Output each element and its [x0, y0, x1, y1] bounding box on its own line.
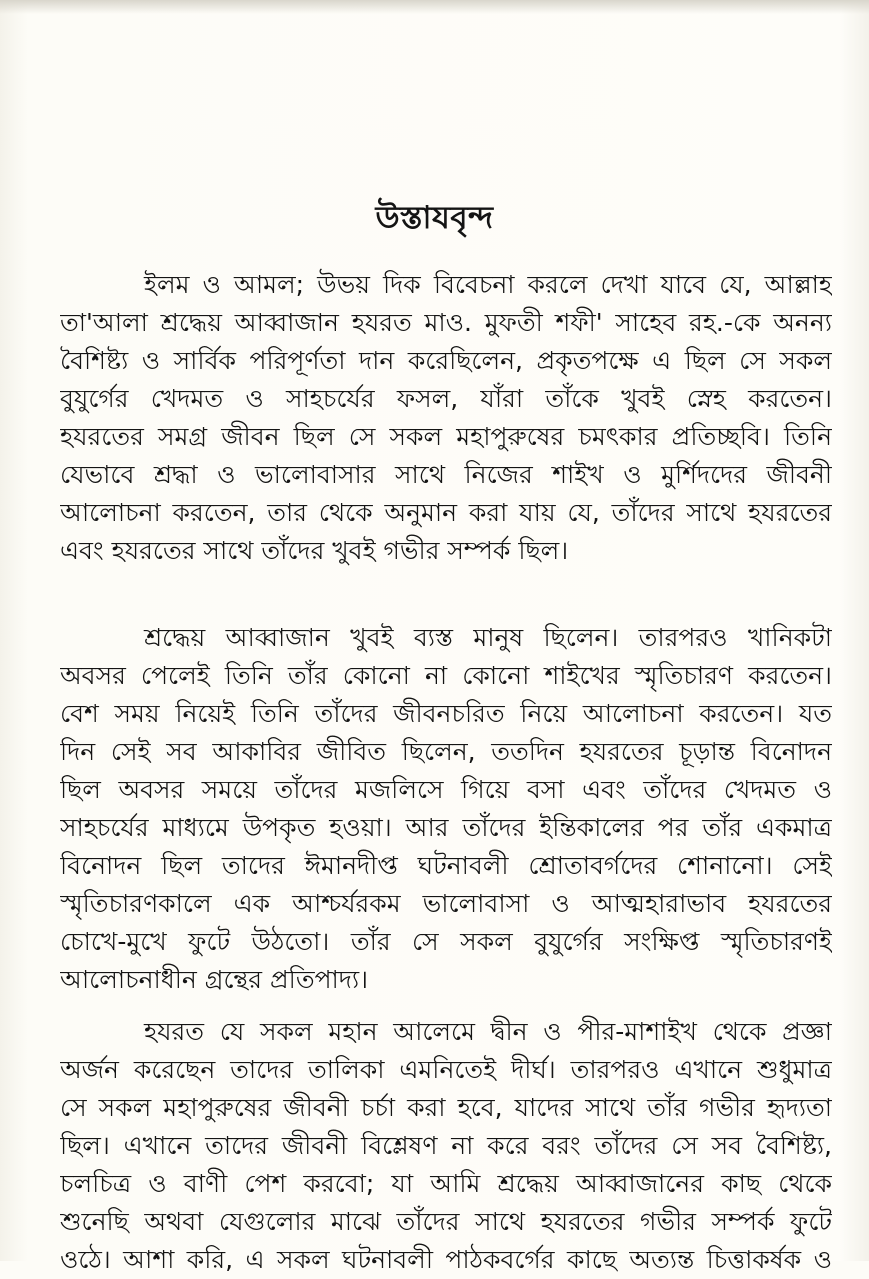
paragraph-line: শ্রদ্ধেয় আব্বাজান খুবই ব্যস্ত মানুষ ছিলেন। তারপরও খানিকটা	[144, 623, 832, 652]
paragraph-line: বিনোদন ছিল তাদের ঈমানদীপ্ত ঘটনাবলী শ্রোতাবর্গদের শোনানো। সেই	[60, 851, 832, 880]
paragraph-line: বৈশিষ্ট্য ও সার্বিক পরিপূর্ণতা দান করেছিলেন, প্রকৃতপক্ষে এ ছিল সে সকল	[60, 346, 832, 375]
paragraph-line: তা'আলা শ্রদ্ধেয় আব্বাজান হযরত মাও. মুফতী শফী' সাহেব রহ.-কে অনন্য	[60, 308, 832, 337]
paragraph-line: স্মৃতিচারণকালে এক আশ্চর্যরকম ভালোবাসা ও আত্মহারাভাব হযরতের	[60, 889, 832, 918]
paragraph-2	[60, 619, 832, 999]
paragraph-line: আলোচনাধীন গ্রন্থের প্রতিপাদ্য।	[60, 965, 369, 994]
paragraph-line: অবসর পেলেই তিনি তাঁর কোনো না কোনো শাইখের স্মৃতিচারণ করতেন।	[60, 661, 832, 690]
paragraph-line: ইলম ও আমল; উভয় দিক বিবেচনা করলে দেখা যাবে যে, আল্লাহ	[144, 270, 832, 299]
paragraph-line: ছিল অবসর সময়ে তাঁদের মজলিসে গিয়ে বসা এবং তাঁদের খেদমত ও	[60, 775, 832, 804]
paragraph-3	[60, 1013, 832, 1279]
paragraph-line: আলোচনা করতেন, তার থেকে অনুমান করা যায় যে, তাঁদের সাথে হযরতের	[60, 498, 832, 527]
paragraph-line: সাহচর্যের মাধ্যমে উপকৃত হওয়া। আর তাঁদের ইন্তিকালের পর তাঁর একমাত্র	[60, 813, 832, 842]
paragraph-line: বুযুর্গের খেদমত ও সাহচর্যের ফসল, যাঁরা তাঁকে খুবই স্নেহ করতেন।	[60, 384, 832, 413]
paragraph-line: হযরতের সমগ্র জীবন ছিল সে সকল মহাপুরুষের চমৎকার প্রতিচ্ছবি। তিনি	[60, 422, 832, 451]
paragraph-line: অর্জন করেছেন তাদের তালিকা এমনিতেই দীর্ঘ। তারপরও এখানে শুধুমাত্র	[60, 1055, 832, 1084]
paragraph-line: দিন সেই সব আকাবির জীবিত ছিলেন, ততদিন হযরতের চূড়ান্ত বিনোদন	[60, 737, 832, 766]
paragraph-line: ছিল। এখানে তাদের জীবনী বিশ্লেষণ না করে বরং তাঁদের সে সব বৈশিষ্ট্য,	[60, 1131, 832, 1160]
paragraph-line: বেশ সময় নিয়েই তিনি তাঁদের জীবনচরিত নিয়ে আলোচনা করতেন। যত	[60, 699, 832, 728]
paragraph-line: শুনেছি অথবা যেগুলোর মাঝে তাঁদের সাথে হযরতের গভীর সম্পর্ক ফুটে	[60, 1207, 832, 1236]
paragraph-line: এবং হযরতের সাথে তাঁদের খুবই গভীর সম্পর্ক ছিল।	[60, 536, 569, 565]
chapter-heading: উস্তাযবৃন্দ	[375, 200, 494, 236]
paragraph-line: যেভাবে শ্রদ্ধা ও ভালোবাসার সাথে নিজের শাইখ ও মুর্শিদদের জীবনী	[60, 460, 832, 489]
paragraph-line: হযরত যে সকল মহান আলেমে দ্বীন ও পীর-মাশাইখ থেকে প্রজ্ঞা	[144, 1017, 832, 1046]
paragraph-line: চোখে-মুখে ফুটে উঠতো। তাঁর সে সকল বুযুর্গের সংক্ষিপ্ত স্মৃতিচারণই	[60, 927, 832, 956]
paragraph-1	[60, 266, 832, 570]
paragraph-line: ওঠে। আশা করি, এ সকল ঘটনাবলী পাঠকবর্গের কাছে অত্যন্ত চিত্তাকর্ষক ও	[60, 1245, 832, 1274]
paragraph-line: সে সকল মহাপুরুষের জীবনী চর্চা করা হবে, যাদের সাথে তাঁর গভীর হৃদ্যতা	[60, 1093, 832, 1122]
paragraph-line: চলচিত্র ও বাণী পেশ করবো; যা আমি শ্রদ্ধেয় আব্বাজানের কাছ থেকে	[60, 1169, 832, 1198]
page-edge-shadow	[0, 0, 869, 14]
